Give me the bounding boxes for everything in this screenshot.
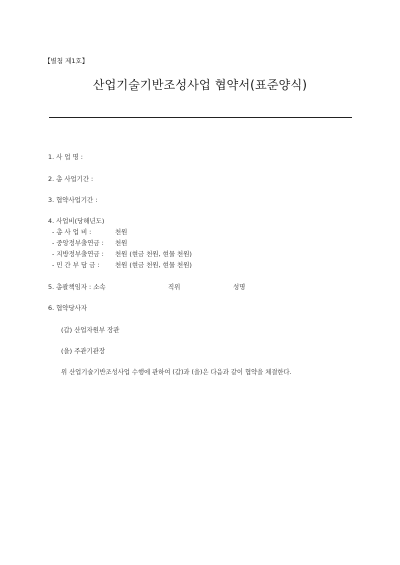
manager-name: 성명 bbox=[233, 283, 246, 291]
parties-heading: 6. 협약당사자 bbox=[48, 304, 87, 312]
title-divider bbox=[49, 117, 352, 118]
budget-heading: 4. 사업비(당해년도) bbox=[48, 217, 105, 225]
budget-row-private-label: - 민 간 부 담 금 : bbox=[52, 261, 100, 269]
closing-statement: 위 산업기술기반조성사업 수행에 관하여 (갑)과 (을)은 다음과 같이 협약을 체결한다. bbox=[61, 369, 292, 376]
party-a: (갑) 산업자원부 장관 bbox=[61, 326, 120, 334]
document-title: 산업기술기반조성사업 협약서(표준양식) bbox=[92, 78, 308, 92]
budget-row-total-value: 천원 bbox=[115, 228, 128, 236]
appendix-label: 【별첨 제1호】 bbox=[44, 57, 89, 65]
budget-row-central-label: - 중앙정부출연금 : bbox=[52, 239, 104, 247]
budget-row-central-value: 천원 bbox=[115, 239, 128, 247]
project-name-line: 1. 사 업 명 : bbox=[48, 153, 83, 161]
party-b: (을) 주관기관장 bbox=[61, 347, 106, 355]
total-period-line: 2. 총 사업기간 : bbox=[48, 175, 94, 183]
agreement-period-line: 3. 협약사업기간 : bbox=[48, 196, 98, 204]
budget-row-local-value: 천원 (현금 천원, 현물 천원) bbox=[115, 250, 192, 258]
manager-position: 직위 bbox=[168, 283, 181, 291]
budget-row-local-label: - 지방정부출연금 : bbox=[52, 250, 104, 258]
manager-line: 5. 총괄책임자 : 소속 bbox=[48, 283, 106, 291]
budget-row-private-value: 천원 (현금 천원, 현물 천원) bbox=[115, 261, 192, 269]
budget-row-total-label: - 총 사 업 비 : bbox=[52, 228, 92, 236]
